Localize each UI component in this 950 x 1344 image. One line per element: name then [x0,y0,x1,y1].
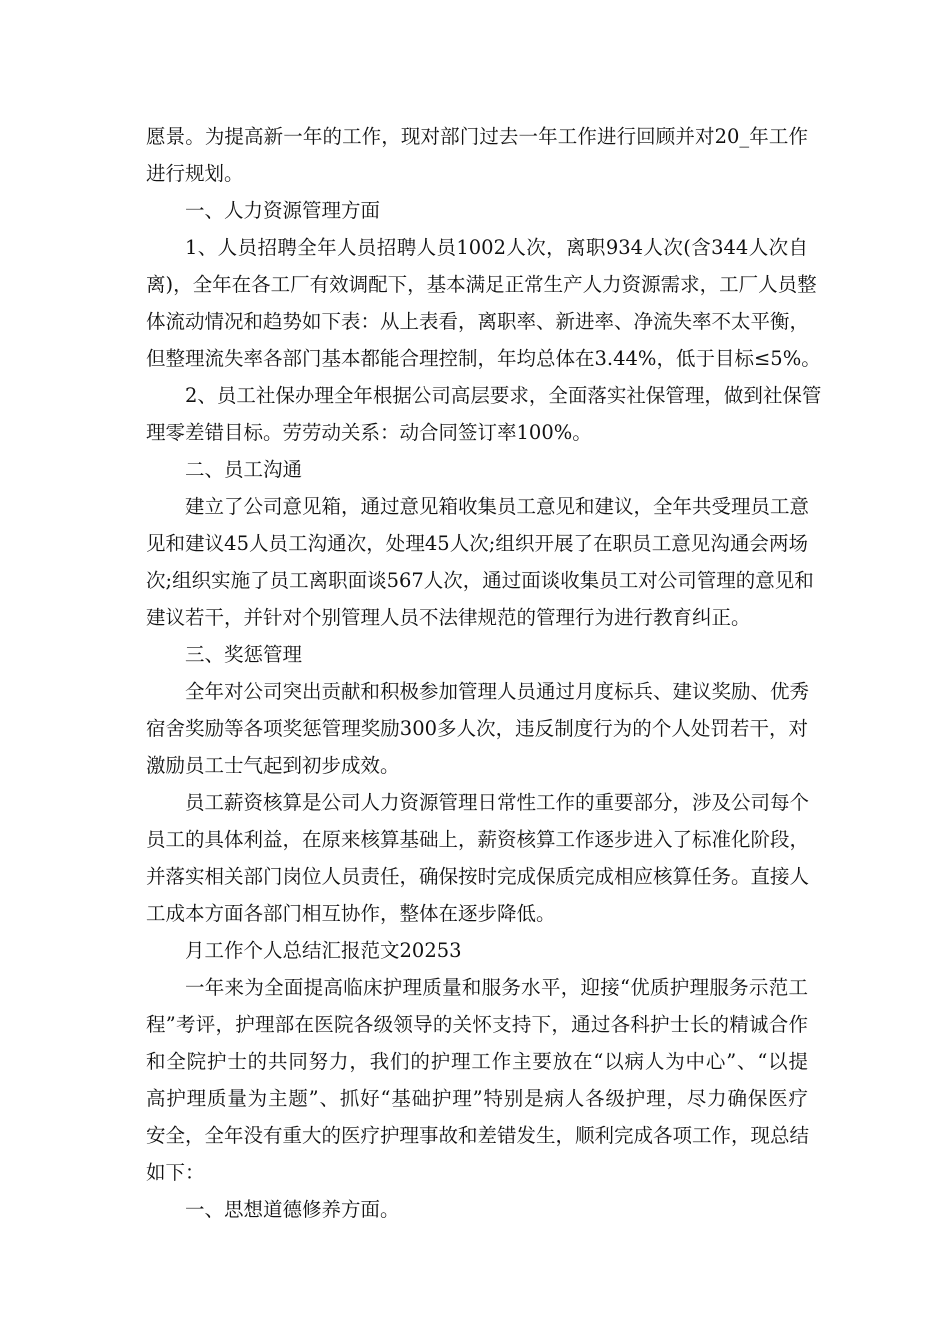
text-line: 体流动情况和趋势如下表：从上表看，离职率、新进率、净流失率不太平衡， [146,310,810,333]
text-line: 三、奖惩管理 [185,643,303,666]
text-line: 一年来为全面提高临床护理质量和服务水平，迎接“优质护理服务示范工 [185,976,808,999]
text-line: 次;组织实施了员工离职面谈567人次，通过面谈收集员工对公司管理的意见和 [146,569,814,592]
text-line: 高护理质量为主题”、抓好“基础护理”特别是病人各级护理，尽力确保医疗 [146,1087,808,1110]
text-line: 理零差错目标。劳劳动关系：动合同签订率100%。 [146,421,592,444]
text-line: 工成本方面各部门相互协作，整体在逐步降低。 [146,902,556,925]
text-line: 愿景。为提高新一年的工作，现对部门过去一年工作进行回顾并对20_年工作 [146,125,808,148]
text-line: 并落实相关部门岗位人员责任，确保按时完成保质完成相应核算任务。直接人 [146,865,810,888]
document-body [146,118,822,1228]
text-line: 月工作个人总结汇报范文20253 [185,939,462,962]
text-line: 一、人力资源管理方面 [185,199,381,222]
text-line: 2、员工社保办理全年根据公司高层要求，全面落实社保管理，做到社保管 [185,384,822,407]
text-line: 建立了公司意见箱，通过意见箱收集员工意见和建议，全年共受理员工意 [185,495,810,518]
text-line: 1、人员招聘全年人员招聘人员1002人次，离职934人次(含344人次自 [185,236,808,259]
text-line: 见和建议45人员工沟通次，处理45人次;组织开展了在职员工意见沟通会两场 [146,532,808,555]
text-line: 员工薪资核算是公司人力资源管理日常性工作的重要部分，涉及公司每个 [185,791,810,814]
text-line: 如下： [146,1161,205,1184]
text-line: 员工的具体利益，在原来核算基础上，薪资核算工作逐步进入了标准化阶段， [146,828,810,851]
text-line: 宿舍奖励等各项奖惩管理奖励300多人次，违反制度行为的个人处罚若干，对 [146,717,808,740]
text-line: 建议若干，并针对个别管理人员不法律规范的管理行为进行教育纠正。 [146,606,751,629]
text-line: 全年对公司突出贡献和积极参加管理人员通过月度标兵、建议奖励、优秀 [185,680,810,703]
text-line: 二、员工沟通 [185,458,303,481]
text-line: 进行规划。 [146,162,244,185]
text-line: 程”考评，护理部在医院各级领导的关怀支持下，通过各科护士长的精诚合作 [146,1013,808,1036]
text-line: 激励员工士气起到初步成效。 [146,754,400,777]
text-line: 但整理流失率各部门基本都能合理控制，年均总体在3.44%，低于目标≤5%。 [146,347,821,370]
text-line: 离)，全年在各工厂有效调配下，基本满足正常生产人力资源需求，工厂人员整 [146,273,817,296]
text-line: 安全，全年没有重大的医疗护理事故和差错发生，顺利完成各项工作，现总结 [146,1124,810,1147]
text-line: 和全院护士的共同努力，我们的护理工作主要放在“以病人为中心”、“以提 [146,1050,808,1073]
text-line: 一、思想道德修养方面。 [185,1198,400,1221]
